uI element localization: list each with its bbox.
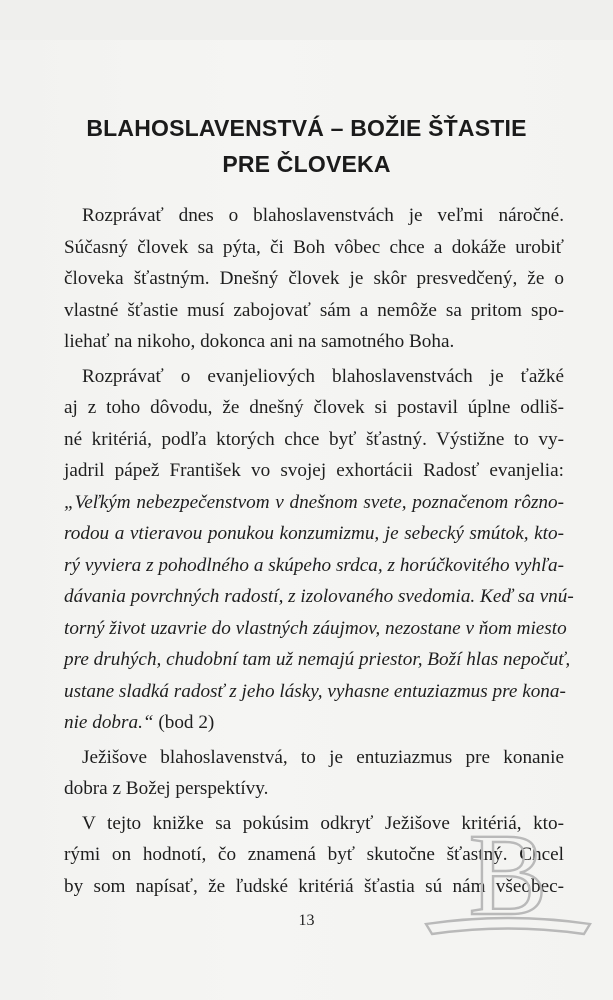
paragraph-2-line-3: né kritériá, podľa ktorých chce byť šťastný. Výstižne to vy-: [64, 428, 564, 450]
chapter-title: [0, 110, 613, 182]
quote-line-5: torný život uzavrie do vlastných záujmov, nezostane v ňom miesto: [64, 617, 567, 639]
quote-end: nie dobra.“: [64, 712, 154, 733]
watermark-letter: B: [468, 822, 548, 940]
chapter-body: [64, 200, 574, 902]
paragraph-1-line-4: vlastné šťastie musí zabojovať sám a nemôže sa pritom spo-: [64, 299, 564, 321]
paragraph-3-line-2: dobra z Božej perspektívy.: [64, 778, 269, 799]
paragraph-4-line-2: rými on hodnotí, čo znamená byť skutočne šťastný. Chcel: [64, 844, 564, 865]
page-number: 13: [298, 912, 315, 929]
quote-citation: (bod 2): [153, 712, 215, 733]
paragraph-1-line-5: liehať na nikoho, dokonca ani na samotného Boha.: [64, 331, 455, 352]
quote-line-3: rý vyviera z pohodlného a skúpeho srdca, z horúčkovitého vyhľa-: [64, 554, 564, 576]
paragraph-2-line-4: jadril pápež František vo svojej exhortácii Radosť evanjelia:: [64, 460, 564, 481]
paragraph-4-line-1: V tejto knižke sa pokúsim odkryť Ježišove kritériá, kto-: [82, 812, 564, 834]
quote-line-1: „Veľkým nebezpečenstvom v dnešnom svete, poznačenom rôzno-: [64, 491, 564, 513]
paragraph-2-line-2: aj z toho dôvodu, že dnešný človek si postavil úplne odliš-: [64, 397, 564, 418]
chapter-title-line-2: PRE ČLOVEKA: [222, 151, 391, 177]
page-top-shadow: [0, 0, 613, 40]
quote-end-line: [64, 707, 564, 739]
paragraph-1-line-2: Súčasný človek sa pýta, či Boh vôbec chce a dokáže urobiť: [64, 236, 564, 258]
paragraph-4-line-3: by som napísať, že ľudské kritériá šťastia sú nám všeobec-: [64, 875, 564, 897]
quote-line-6: pre druhých, chudobní tam už nemajú priestor, Boží hlas nepočuť,: [64, 649, 571, 670]
paragraph-1-line-3: človeka šťastným. Dnešný človek je skôr presvedčený, že o: [64, 268, 564, 289]
publisher-logo-b-icon: [418, 822, 598, 942]
quote-line-7: ustane sladká radosť z jeho lásky, vyhasne entuziazmus pre kona-: [64, 680, 566, 702]
paragraph-1-line-1: Rozprávať dnes o blahoslavenstvách je veľmi náročné.: [82, 205, 564, 226]
quote-line-2: rodou a vtieravou ponukou konzumizmu, je sebecký smútok, kto-: [64, 523, 564, 544]
paragraph-2-line-1: Rozprávať o evanjeliových blahoslavenstvách je ťažké: [82, 365, 564, 387]
chapter-title-line-1: BLAHOSLAVENSTVÁ – BOŽIE ŠŤASTIE: [86, 115, 527, 141]
paragraph-3-line-1: Ježišove blahoslavenstvá, to je entuziazmus pre konanie: [82, 746, 564, 768]
quote-line-4: dávania povrchných radostí, z izolovaného svedomia. Keď sa vnú-: [64, 586, 574, 607]
